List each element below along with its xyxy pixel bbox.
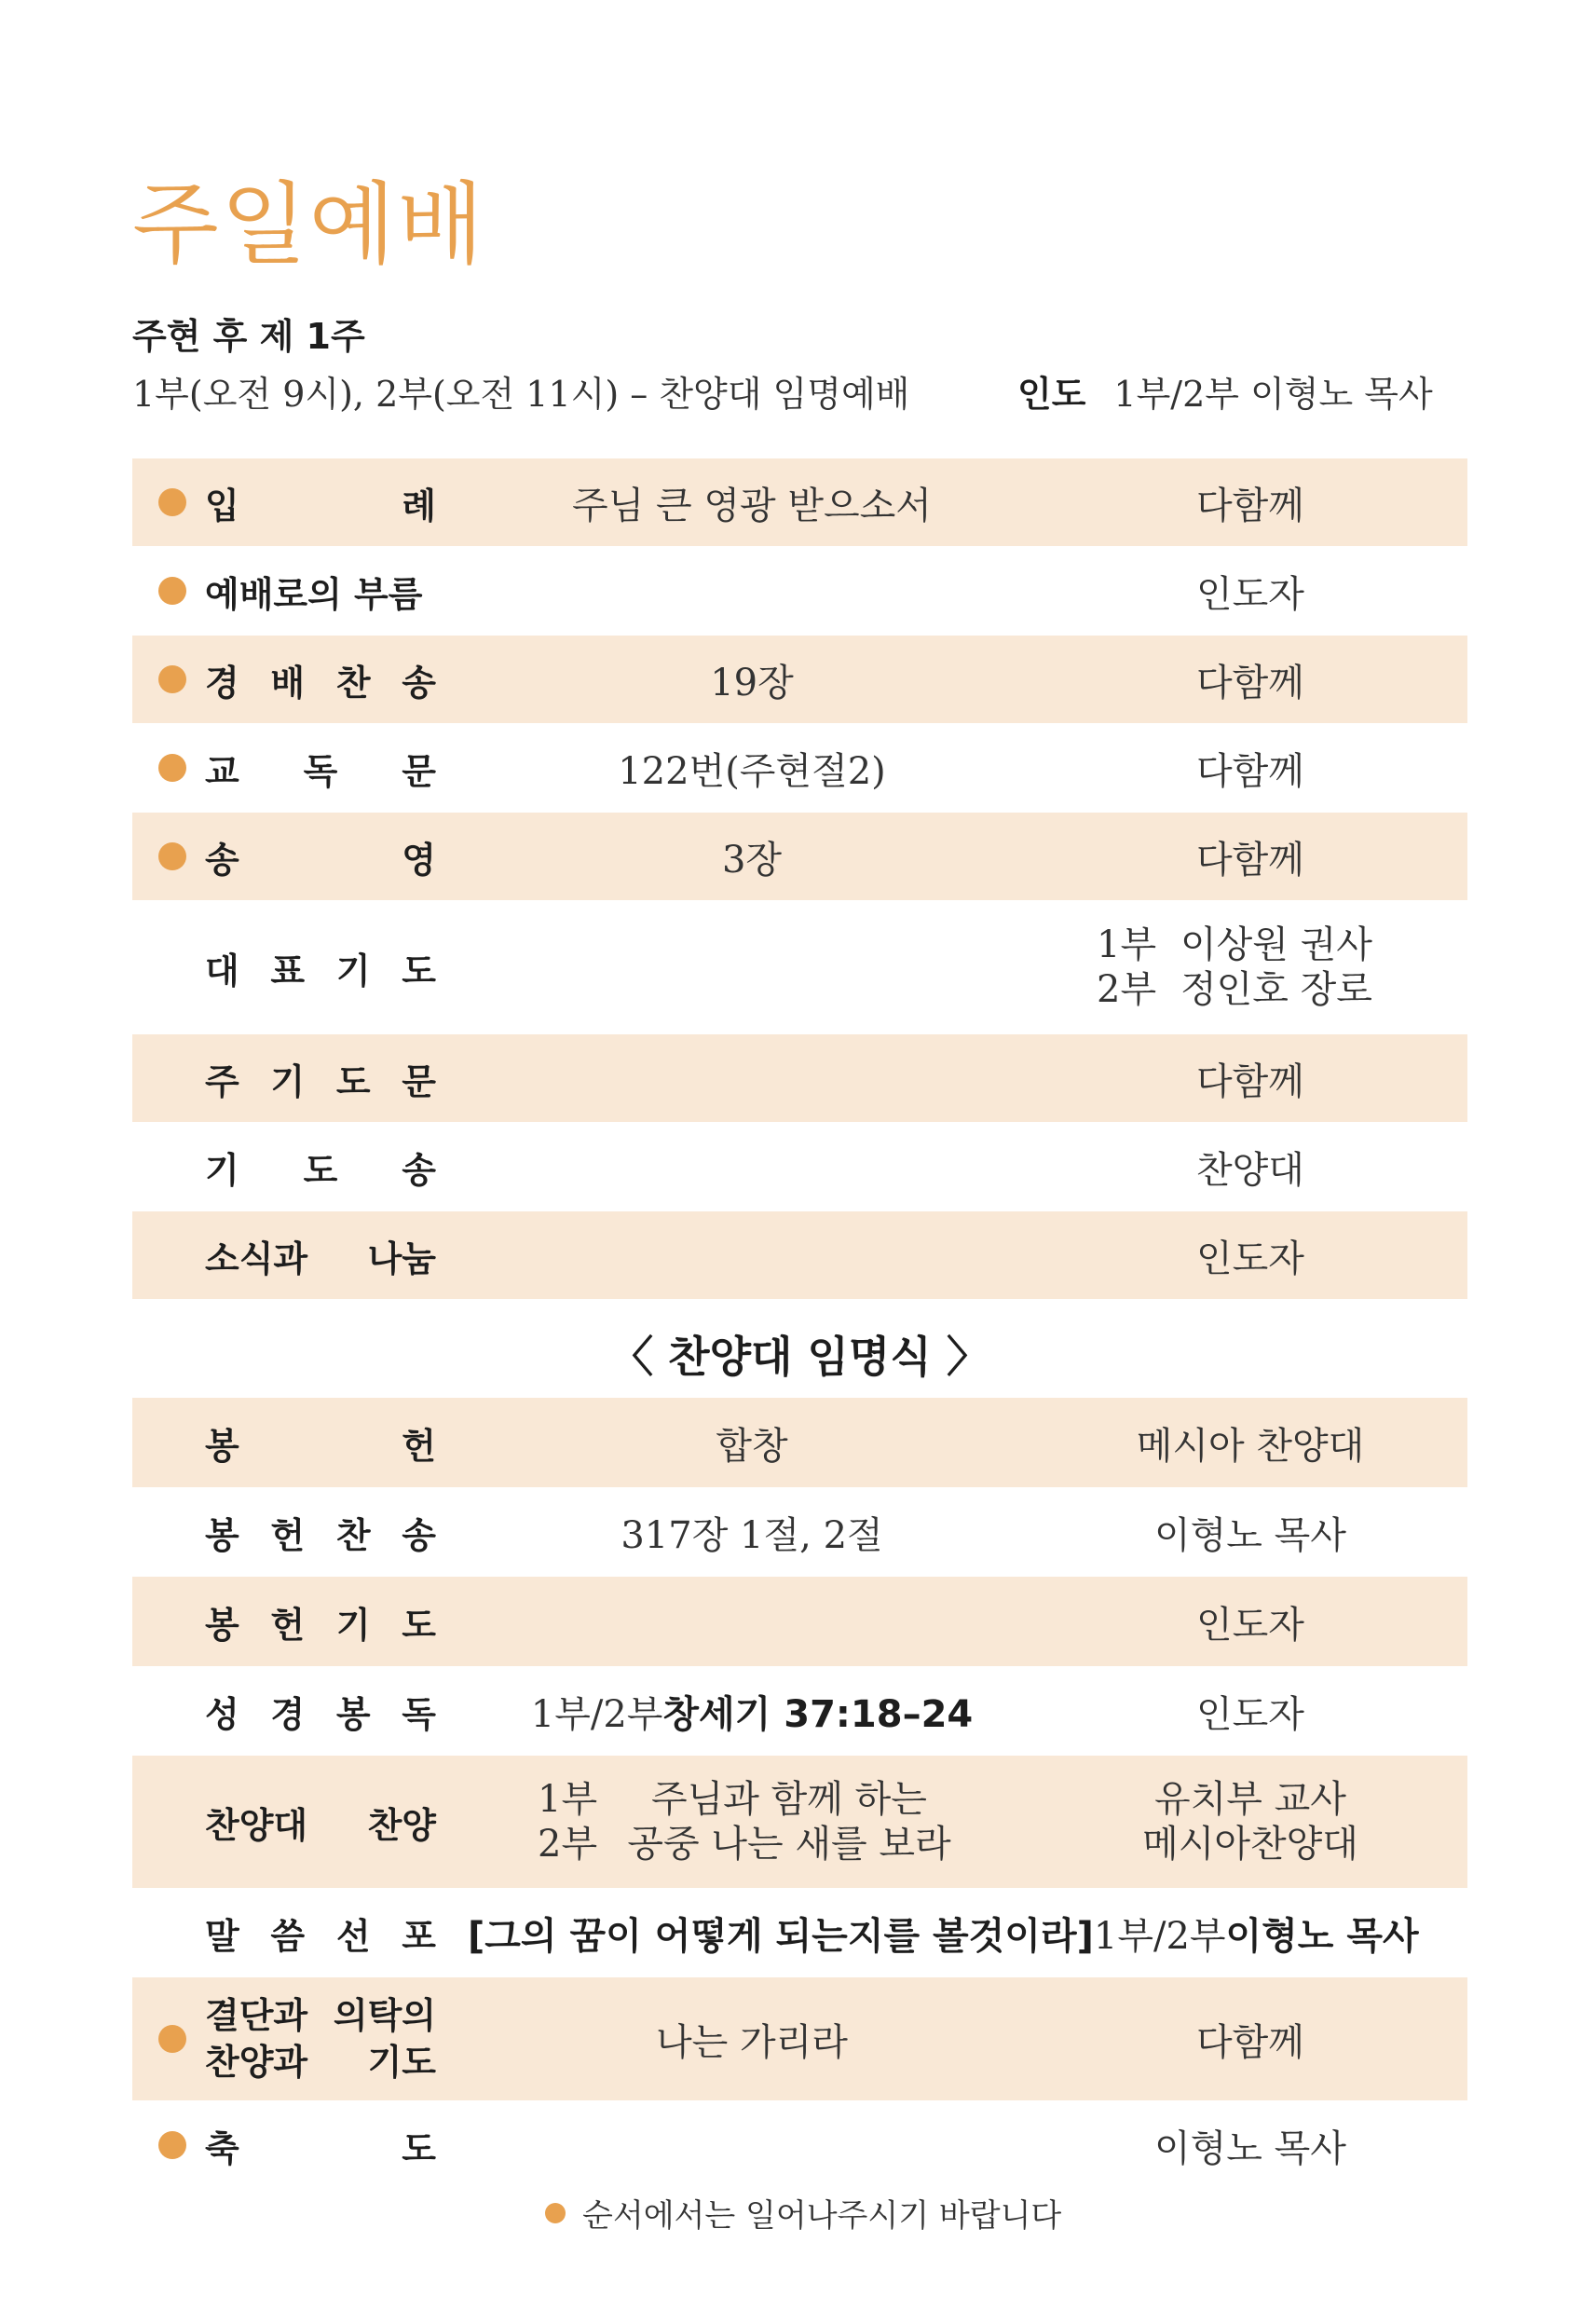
item-label-char: 영 [402,839,436,881]
item-label [205,813,436,900]
leader-name: 유치부 교사 [1154,1778,1346,1821]
anthem-list [538,1777,966,1867]
service-row [132,813,1467,900]
item-label-char: 독 [402,1693,436,1735]
item-label-char: 의탁의 [333,1995,436,2036]
item-label-char: 찬양과 [205,2042,308,2083]
page-title: 주일예배 [132,172,485,277]
service-row [132,546,1467,636]
item-label-char: 송 [402,1149,436,1191]
item-label-char: 경 [205,662,239,704]
item-content: 3장 [721,838,783,882]
item-label-char: 헌 [270,1604,306,1646]
item-label-char: 찬 [335,662,371,704]
item-label [205,1398,436,1487]
service-times: 1부(오전 9시), 2부(오전 11시) – 찬양대 임명예배 [132,374,910,415]
service-row [132,900,1467,1034]
item-label [205,1577,436,1666]
item-label [205,636,436,723]
service-row [132,1577,1467,1666]
item-label-char: 입 [205,485,239,526]
item-leader: 다함께 [1196,749,1304,793]
item-label [205,1666,436,1756]
item-label-char: 기 [270,1060,306,1102]
service-row [132,1034,1467,1122]
item-content: 주님 큰 영광 받으소서 [572,484,932,527]
item-label-char: 송 [402,662,436,704]
item-label-char: 도 [303,1149,338,1191]
item-leader: 인도자 [1196,572,1304,616]
item-label-char: 봉 [335,1693,371,1735]
leader-name: 이상원 권사 [1180,923,1372,966]
anthem-service: 2부 [538,1823,598,1866]
sunday-subtitle: 주현 후 제 1주 [132,316,365,357]
item-content: 317장 1절, 2절 [621,1513,883,1557]
standing-dot-icon [158,2025,186,2053]
item-content [440,1034,1064,1122]
item-label [205,1977,436,2115]
standing-dot-icon [158,2131,186,2159]
item-label-char: 찬양 [367,1804,436,1846]
leader-service: 1부 [1097,923,1157,966]
item-label-char: 도 [402,2127,436,2169]
item-leader: 다함께 [1196,1060,1304,1103]
item-label-char: 도 [335,1060,371,1102]
scripture-reference: 창세기 37:18–24 [662,1692,974,1736]
item-label-line [205,1992,436,2039]
footnote [545,2190,1061,2236]
item-leader: 인도자 [1196,1692,1304,1736]
item-label-char: 교 [205,750,239,792]
item-label [205,1122,436,1211]
item-leader: 다함께 [1196,484,1304,527]
item-label-line [205,2039,436,2085]
item-label-char: 표 [270,950,306,991]
item-label-char: 송 [402,1514,436,1556]
item-label-char: 기 [335,1604,371,1646]
item-label-char: 문 [402,1060,436,1102]
item-label-char: 선 [335,1915,371,1957]
item-content [440,1577,1064,1666]
item-leader: 다함께 [1196,838,1304,882]
item-label-char: 기 [335,950,371,991]
standing-dot-icon [158,577,186,605]
item-label-char: 주 [205,1060,239,1102]
item-leader [1064,900,1437,1034]
item-label-char: 결단과 [205,1995,308,2036]
item-content [440,1666,1064,1756]
item-label-char: 례 [402,485,436,526]
anthem-title: 주님과 함께 하는 [651,1778,927,1821]
item-label-char: 찬양대 [205,1804,308,1846]
item-leader: 이형노 목사 [1154,1513,1346,1557]
item-label-char: 예배로의 부름 [205,573,423,615]
leader-name: 정인호 장로 [1180,968,1372,1011]
item-label [205,1756,436,1888]
item-label-char: 축 [205,2127,239,2169]
lead-value: 1부/2부 이형노 목사 [1113,374,1433,415]
item-content: 나는 가리라 [656,2020,848,2064]
item-label-char: 찬 [335,1514,371,1556]
item-leader: 다함께 [1196,661,1304,704]
item-label [205,458,436,546]
item-label [205,1211,436,1299]
item-label-char: 봉 [205,1604,239,1646]
sermon-line [468,1888,1465,1977]
service-row [132,636,1467,723]
leader-service: 2부 [1097,968,1157,1011]
item-label-char: 도 [402,950,436,991]
item-label-char: 독 [303,750,338,792]
item-label-char: 송 [205,839,239,881]
item-leader: 찬양대 [1196,1148,1304,1192]
item-label-char: 봉 [205,1425,239,1467]
item-leader: 메시아 찬양대 [1136,1424,1365,1468]
anthem-service: 1부 [538,1778,598,1821]
item-content: 합창 [716,1424,788,1468]
standing-dot-icon [158,488,186,516]
service-row [132,1122,1467,1211]
service-row [132,1756,1467,1888]
item-label-char: 문 [402,750,436,792]
service-row [132,1666,1467,1756]
service-row [132,1398,1467,1487]
reading-services: 1부/2부 [530,1692,663,1736]
standing-dot-icon [545,2203,566,2223]
service-row [132,2100,1467,2190]
item-label-char: 도 [402,1604,436,1646]
service-row [132,458,1467,546]
item-content: 19장 [710,661,794,704]
item-label [205,1888,436,1977]
item-content [440,2100,1064,2190]
standing-dot-icon [158,665,186,693]
item-label-char: 봉 [205,1514,239,1556]
sermon-title: [그의 꿈이 어떻게 되는지를 볼것이라] [468,1914,1094,1958]
item-label-char: 배 [270,662,306,704]
lead-info [1017,365,1433,417]
item-label-char: 나눔 [367,1238,436,1279]
item-leader: 다함께 [1196,2020,1304,2064]
item-label-char: 헌 [402,1425,436,1467]
item-label-char: 소식과 [205,1238,308,1279]
item-label [205,1034,436,1122]
item-label [205,546,436,636]
item-label [205,1487,436,1577]
item-label-char: 말 [205,1915,239,1957]
item-leader: 인도자 [1196,1237,1304,1280]
sermon-preacher: 이형노 목사 [1225,1914,1419,1958]
standing-dot-icon [158,754,186,782]
leader-name: 메시아찬양대 [1142,1823,1358,1866]
item-content [440,1756,1064,1888]
anthem-title: 공중 나는 새를 보라 [627,1823,951,1866]
item-leader [1064,1756,1437,1888]
sermon-services: 1부/2부 [1093,1914,1226,1958]
section-heading: 〈 찬양대 임명식 〉 [610,1332,989,1382]
item-label [205,900,436,1034]
item-label-char: 씀 [270,1915,306,1957]
service-row [132,1487,1467,1577]
item-label-char: 기도 [367,2042,436,2083]
item-content [440,1211,1064,1299]
service-row [132,1977,1467,2100]
item-label-char: 헌 [270,1514,306,1556]
item-content [440,546,1064,636]
item-content [440,900,1064,1034]
item-label [205,2100,436,2190]
item-label-char: 대 [205,950,239,991]
item-label-char: 경 [270,1693,306,1735]
prayer-leaders [1097,923,1404,1012]
footnote-text: 순서에서는 일어나주시기 바랍니다 [582,2197,1062,2235]
item-label-char: 기 [205,1149,239,1191]
service-row [132,1211,1467,1299]
item-content: 122번(주현절2) [618,749,886,793]
item-label-char: 성 [205,1693,239,1735]
item-leader: 이형노 목사 [1154,2126,1346,2170]
lead-label: 인도 [1017,374,1086,415]
item-label [205,723,436,813]
item-label-char: 포 [402,1915,436,1957]
item-content [440,1122,1064,1211]
service-row [132,723,1467,813]
item-leader: 인도자 [1196,1603,1304,1647]
standing-dot-icon [158,842,186,870]
service-row [132,1888,1467,1977]
